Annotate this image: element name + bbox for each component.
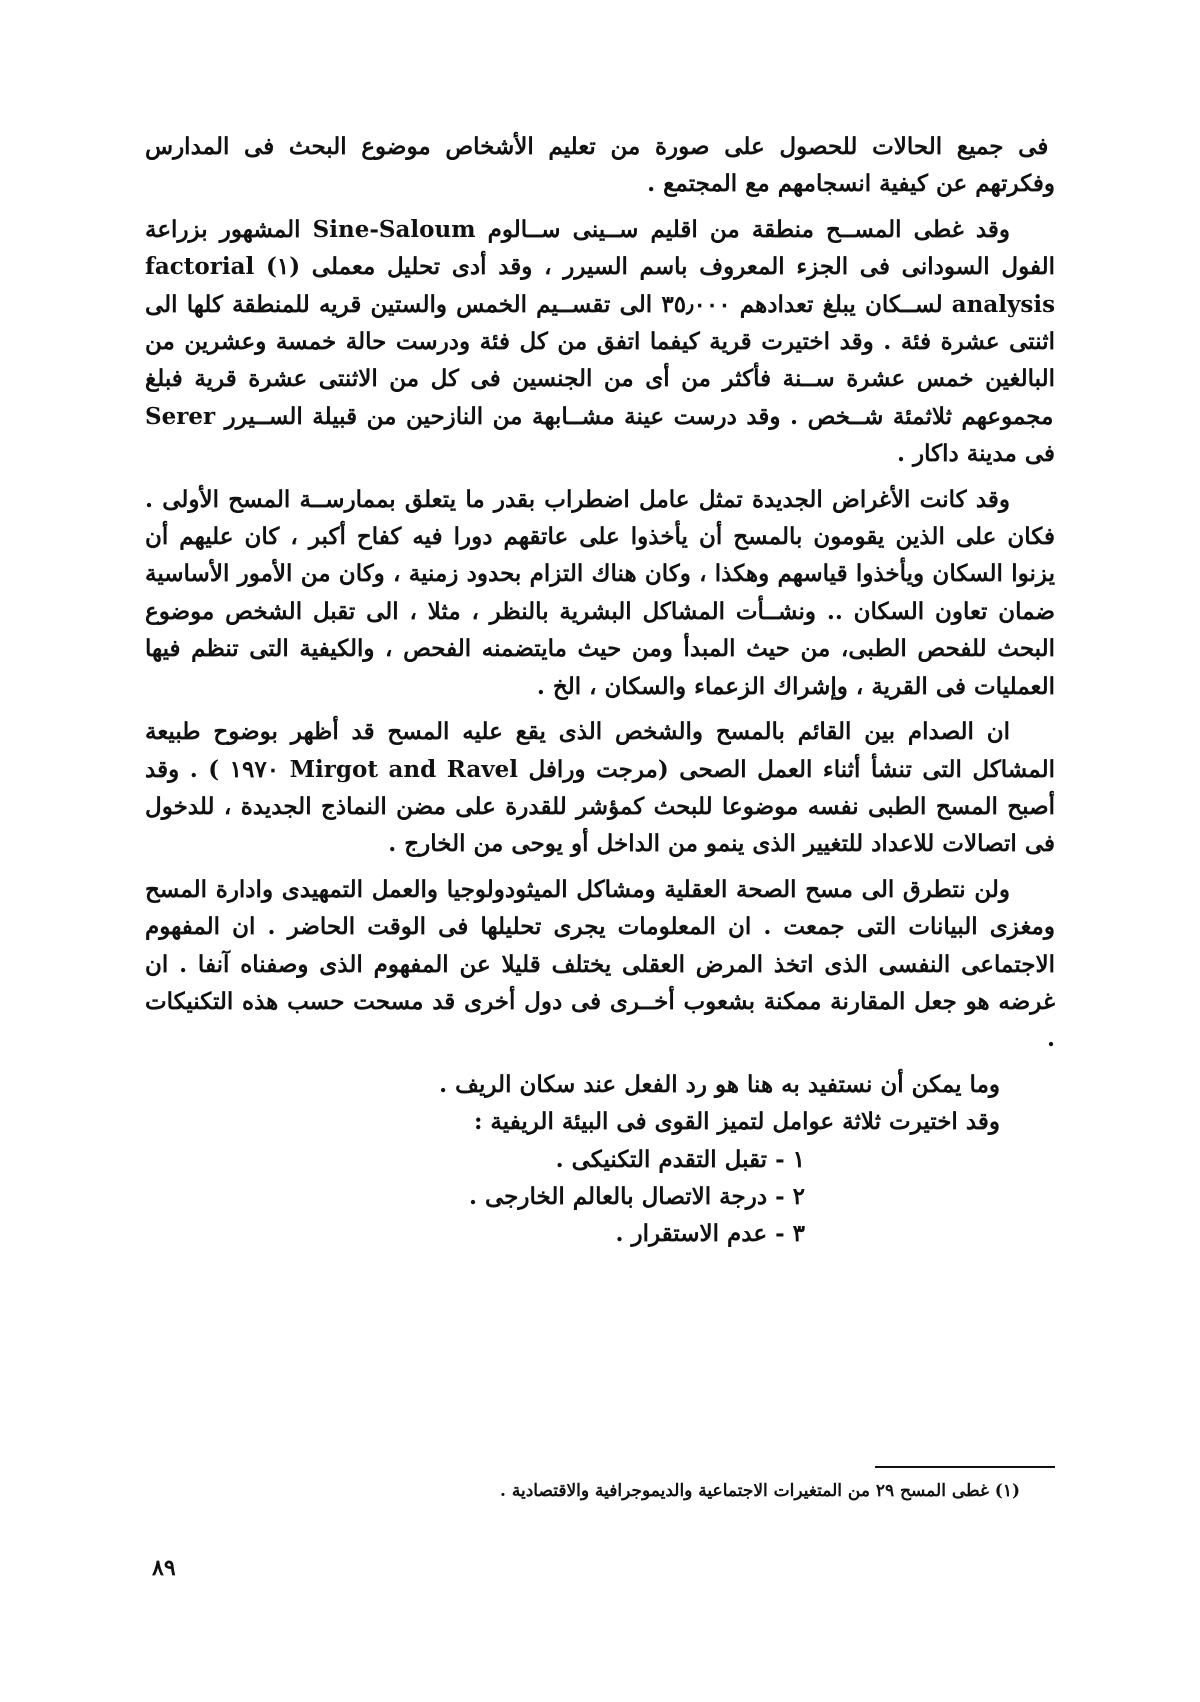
closing-line-2: وقد اختيرت ثلاثة عوامل لتميز القوى فى البيئة الريفية :	[473, 1108, 1000, 1136]
footnote: (١) غطى المسح ٢٩ من المتغيرات الاجتماعية والديموجرافية والاقتصادية .	[500, 1481, 1020, 1501]
page-number: ٨٩	[152, 1555, 176, 1581]
line: الخمس والستين قريه للمنطقة كلها الى اثنتى عشرة فئة . وقد اختيرت قرية كيفما	[145, 290, 1055, 356]
line: وقد غطى المســح منطقة من اقليم ســينى ســالوم Sine-Saloum	[300, 215, 1010, 243]
closing-line-1: وما يمكن أن نستفيد به هنا هو رد الفعل عند سكان الريف .	[439, 1070, 1000, 1098]
line: وقد كانت الأغراض الجديدة تمثل عامل اضطراب بقدر ما يتعلق بممارســة	[290, 485, 1010, 513]
line: النماذج الجديدة ، للدخول فى اتصالات للاعداد للتغيير الذى ينمو من الداخل	[145, 792, 1055, 858]
line: شــخص . وقد درست عينة مشــابهة من النازحين من قبيلة الســيرر Serer	[145, 402, 884, 430]
line: المسح الأولى . فكان على الذين يقومون بالمسح أن يأخذوا على عاتقهم دورا فيه كفاح	[145, 485, 1055, 551]
line: أكبر ، كان عليهم أن يزنوا السكان ويأخذوا قياسهم وهكذا ، وكان هناك التزام	[145, 523, 1055, 588]
line: أو يوحى من الخارج .	[388, 830, 589, 858]
body-text	[145, 128, 1055, 1253]
list-item-3: ٣ - عدم الاستقرار .	[615, 1220, 805, 1248]
paragraph-2	[145, 211, 1055, 473]
line: طبيعة المشاكل التى تنشأ أثناء العمل الصحى (مرجت ورافل Mirgot and Ravel	[145, 718, 1055, 783]
line: ١٩٧٠ ) . وقد أصبح المسح الطبى نفسه موضوعا للبحث كمؤشر للقدرة على مضن	[145, 755, 1055, 820]
footnote-divider	[875, 1466, 1055, 1468]
line: من حيث المبدأ ومن حيث مايتضمنه الفحص ، والكيفية التى تنظم فيها العمليات	[145, 635, 1055, 700]
line: فى جميع الحالات للحصول على صورة من تعليم الأشخاص موضوع البحث فى المدارس	[145, 133, 1049, 160]
paragraph-1	[145, 128, 1055, 203]
list-item-2: ٢ - درجة الاتصال بالعالم الخارجى .	[468, 1182, 805, 1210]
line: وادارة المسح ومغزى البيانات التى جمعت . ان المعلومات يجرى تحليلها فى الوقت	[145, 875, 1055, 941]
line: اتفق من كل فئة ودرست حالة خمسة وعشرين من البالغين خمس عشرة ســنة	[145, 328, 1055, 393]
line: فى القرية ، وإشراك الزعماء والسكان ، الخ .	[536, 672, 966, 700]
line: المشاكل البشرية بالنظر ، مثلا ، الى تقبل الشخص موضوع البحث للفحص الطبى،	[145, 597, 1056, 663]
line: فأكثر من أى من الجنسين فى كل من الاثنتى عشرة قرية فبلغ مجموعهم ثلاثمئة	[145, 365, 1054, 430]
line: وفكرتهم عن كيفية انسجامهم مع المجتمع .	[647, 170, 1055, 198]
line: بحدود زمنية ، وكان من الأمور الأساسية ضمان تعاون السكان .. ونشــأت	[145, 560, 1055, 625]
line: معملى (١) factorial analysis لســكان يبلغ تعدادهم ٣٥٫٠٠٠ الى تقســيم	[145, 253, 1056, 318]
line: الحاضر . ان المفهوم الاجتماعى النفسى الذى اتخذ المرض العقلى يختلف قليلا عن	[145, 913, 1055, 978]
line: المشهور بزراعة الفول السودانى فى الجزء المعروف باسم السيرر ، وقد أدى تحليل	[145, 215, 1055, 281]
line: ولن نتطرق الى مسح الصحة العقلية ومشاكل الميثودولوجيا والعمل التمهيدى	[273, 875, 1011, 903]
paragraph-4	[145, 713, 1055, 863]
line: ان الصدام بين القائم بالمسح والشخص الذى يقع عليه المسح قد أظهر بوضوح	[200, 718, 1010, 746]
line: فى مدينة داكار .	[897, 440, 1055, 468]
paragraph-3	[145, 481, 1055, 705]
list-item-1: ١ - تقبل التقدم التكنيكى .	[555, 1145, 805, 1173]
line: المفهوم الذى وصفناه آنفا . ان غرضه هو جعل المقارنة ممكنة بشعوب أخــرى	[145, 950, 1055, 1015]
paragraph-5	[145, 871, 1055, 1058]
line: فى دول أخرى قد مسحت حسب هذه التكنيكات .	[145, 987, 1055, 1053]
